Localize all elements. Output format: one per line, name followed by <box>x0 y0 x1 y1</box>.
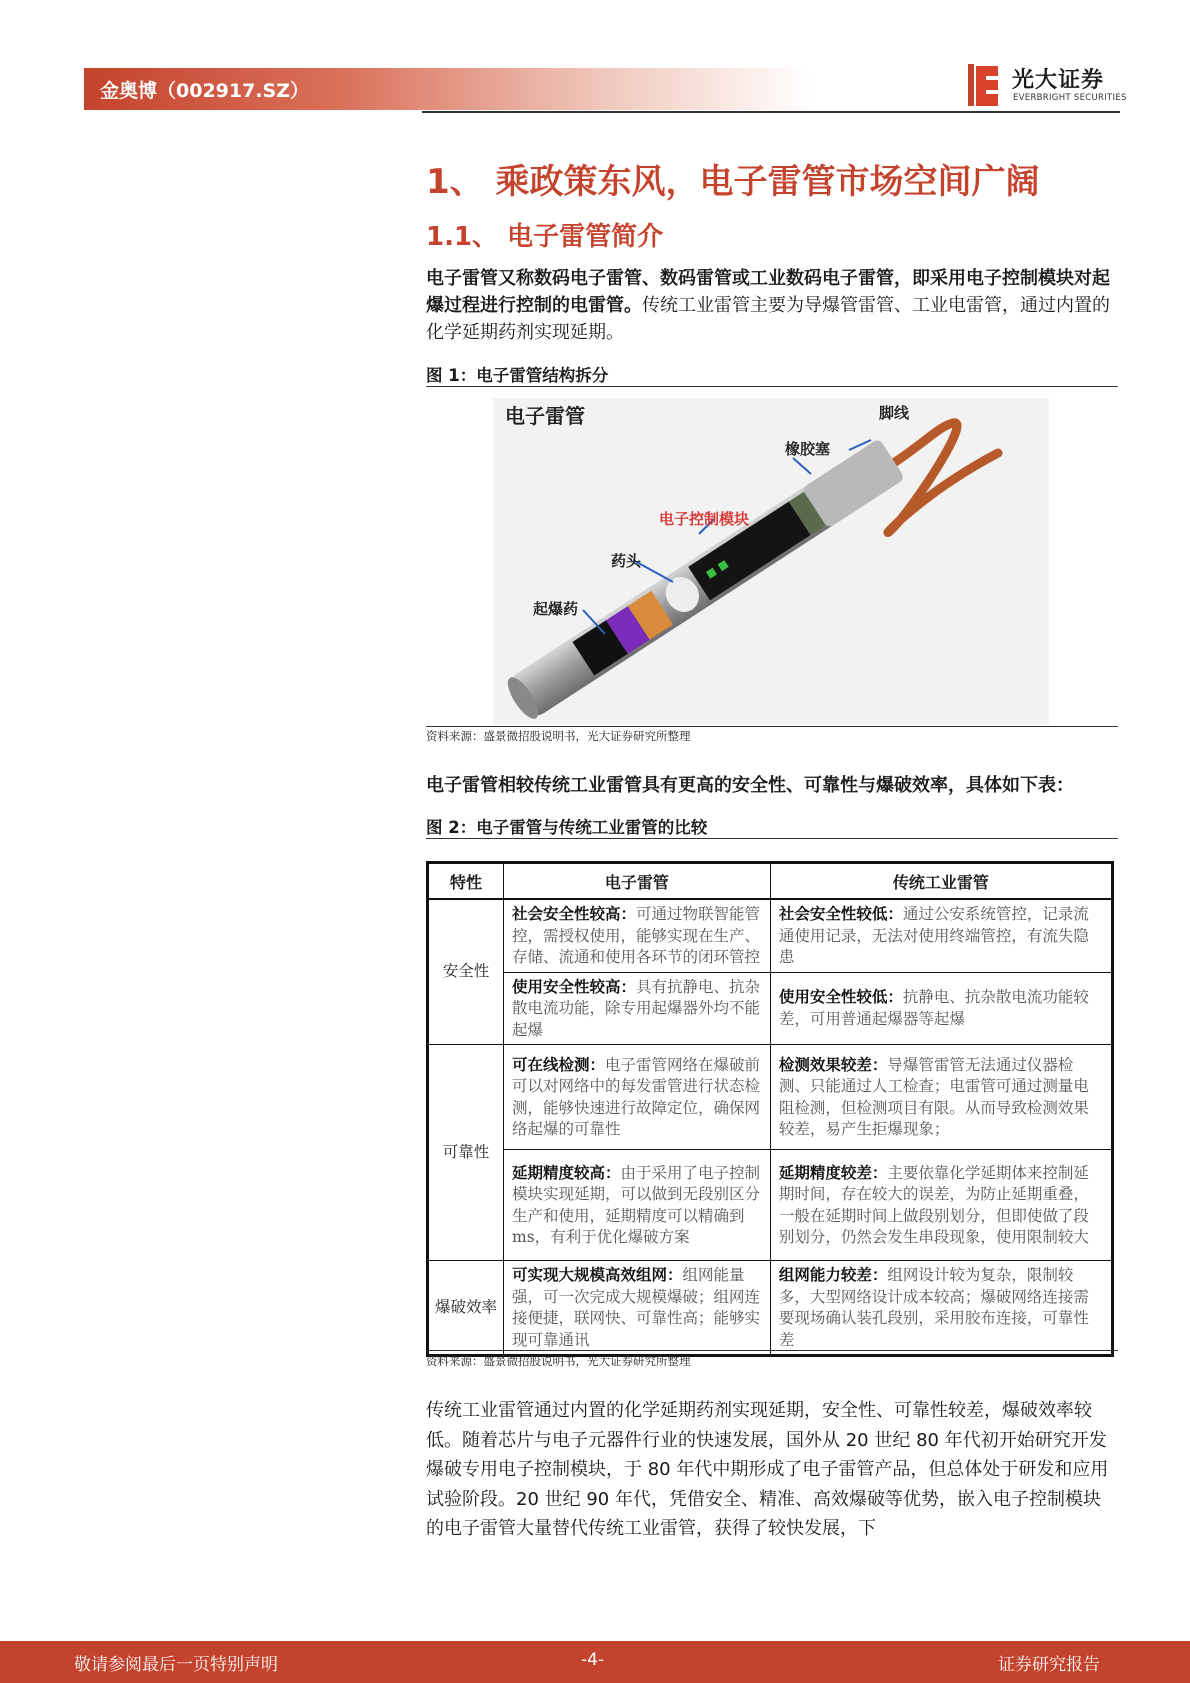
col-header-traditional: 传统工业雷管 <box>770 863 1112 900</box>
table-lead-sentence: 电子雷管相较传统工业雷管具有更高的安全性、可靠性与爆破效率，具体如下表： <box>426 775 1074 796</box>
comparison-table <box>426 861 1114 1357</box>
electronic-cell <box>504 1150 771 1261</box>
cell-title: 检测效果较差： <box>778 1054 888 1074</box>
traditional-cell <box>770 1261 1112 1356</box>
electronic-cell <box>504 972 771 1045</box>
table-row <box>428 972 1113 1045</box>
traditional-cell <box>770 899 1112 972</box>
table-row <box>428 1261 1113 1356</box>
fig2-top-rule <box>426 838 1118 839</box>
feature-cell: 安全性 <box>428 899 504 1045</box>
cell-title: 使用安全性较高： <box>512 976 637 996</box>
cell-title: 延期精度较差： <box>778 1162 888 1182</box>
cell-text: 主要依靠化学延期体来控制延期时间，存在较大的误差，为防止延期重叠，一般在延期时间上做段别划分，但即使做了段别划分，仍然会发生串段现象，使用限制较大 <box>778 1163 1089 1246</box>
feature-cell: 爆破效率 <box>428 1261 504 1356</box>
label-electronic-module: 电子控制模块 <box>659 510 750 528</box>
cell-title: 可在线检测： <box>512 1054 606 1074</box>
intro-bold: 电子雷管又称数码电子雷管、数码雷管或工业数码电子雷管，即采用电子控制模块对起爆过程进行控制的电雷管。 <box>426 268 1110 316</box>
col-header-feature: 特性 <box>428 863 504 900</box>
cell-title: 使用安全性较低： <box>778 987 903 1007</box>
intro-paragraph <box>426 265 1118 346</box>
logo-text-en: EVERBRIGHT SECURITIES <box>1013 93 1127 103</box>
electronic-cell <box>504 899 771 972</box>
footer-report-type: 证券研究报告 <box>998 1655 1100 1675</box>
cell-text: 组网设计较为复杂，限制较多，大型网络设计成本较高；爆破网络连接需要现场确认装孔段别，采用胶布连接，可靠性差 <box>778 1266 1089 1349</box>
table-header-row <box>428 863 1113 900</box>
cell-title: 社会安全性较低： <box>778 904 903 923</box>
footer-disclaimer: 敬请参阅最后一页特别声明 <box>74 1655 278 1675</box>
table-row <box>428 1045 1113 1150</box>
label-charge-head: 药头 <box>611 552 642 570</box>
fig1-source: 资料来源：盛景微招股说明书，光大证券研究所整理 <box>426 729 691 743</box>
detonator-illustration <box>493 398 1049 724</box>
fig1-bottom-rule <box>426 726 1118 727</box>
table-row <box>428 899 1113 972</box>
cell-title: 延期精度较高： <box>512 1162 621 1182</box>
label-rubber-plug: 橡胶塞 <box>785 440 831 458</box>
label-lead-wire: 脚线 <box>879 404 910 422</box>
page-number: -4- <box>581 1650 605 1670</box>
fig2-bottom-rule <box>426 1350 1118 1351</box>
intro-normal: 传统工业雷管主要为导爆管雷管、工业电雷管，通过内置的化学延期药剂实现延期。 <box>426 295 1110 343</box>
cell-text: 由于采用了电子控制模块实现延期，可以做到无段别区分生产和使用，延期精度可以精确到 ms，有利于优化爆破方案 <box>512 1163 761 1246</box>
section-heading: 1、 乘政策东风，电子雷管市场空间广阔 <box>426 162 1040 202</box>
cell-text: 通过公安系统管控，记录流通使用记录，无法对使用终端管控，有流失隐患 <box>778 905 1089 966</box>
cell-text: 抗静电、抗杂散电流功能较差，可用普通起爆器等起爆 <box>778 988 1089 1028</box>
fig1-title: 图 1：电子雷管结构拆分 <box>426 366 609 385</box>
electronic-cell <box>504 1261 771 1356</box>
logo-text-cn: 光大证券 <box>1012 68 1105 93</box>
company-ticker: 金奥博（002917.SZ） <box>100 80 310 102</box>
traditional-cell <box>770 972 1112 1045</box>
col-header-electronic: 电子雷管 <box>504 863 771 900</box>
body-paragraph: 传统工业雷管通过内置的化学延期药剂实现延期，安全性、可靠性较差，爆破效率较低。随着芯片与电子元器件行业的快速发展，国外从 20 世纪 80 年代初开始研究开发爆破专用电子控制模块，于 80 年代中期形成了电子雷管产品，但总体处于研发和应用试验阶段。20 世纪 90 年代，凭借安全、精准、高效爆破等优势，嵌入电子控制模块的电子雷管大量替代传统工业雷管，获得了较快发展，下 <box>426 1400 1109 1539</box>
traditional-cell <box>770 1045 1112 1150</box>
feature-cell: 可靠性 <box>428 1045 504 1261</box>
cell-title: 社会安全性较高： <box>512 904 637 923</box>
label-detonator: 电子雷管 <box>505 404 585 428</box>
cell-text: 电子雷管网络在爆破前可以对网络中的每发雷管进行状态检测，能够快速进行故障定位，确保网络起爆的可靠性 <box>512 1055 761 1138</box>
table-row <box>428 1150 1113 1261</box>
cell-text: 具有抗静电、抗杂散电流功能，除专用起爆器外均不能起爆 <box>512 977 761 1039</box>
traditional-cell <box>770 1150 1112 1261</box>
detonator-structure-image <box>493 398 1049 724</box>
fig1-top-rule <box>426 386 1118 387</box>
cell-text: 导爆管雷管无法通过仪器检测、只能通过人工检查；电雷管可通过测量电阻检测，但检测项目有限。从而导致检测效果较差，易产生拒爆现象； <box>778 1055 1089 1138</box>
cell-title: 组网能力较差： <box>778 1265 888 1284</box>
cell-text: 组网能量强，可一次完成大规模爆破；组网连接便捷，联网快、可靠性高；能够实现可靠通讯 <box>512 1266 761 1349</box>
cell-title: 可实现大规模高效组网： <box>512 1265 683 1284</box>
subsection-heading: 1.1、 电子雷管简介 <box>426 222 664 252</box>
label-primer: 起爆药 <box>533 600 579 618</box>
electronic-cell <box>504 1045 771 1150</box>
fig2-source: 资料来源：盛景微招股说明书，光大证券研究所整理 <box>426 1354 691 1368</box>
header-rule <box>422 111 1120 113</box>
fig2-title: 图 2：电子雷管与传统工业雷管的比较 <box>426 818 708 837</box>
cell-text: 可通过物联智能管控，需授权使用，能够实现在生产、存储、流通和使用各环节的闭环管控 <box>512 905 761 966</box>
